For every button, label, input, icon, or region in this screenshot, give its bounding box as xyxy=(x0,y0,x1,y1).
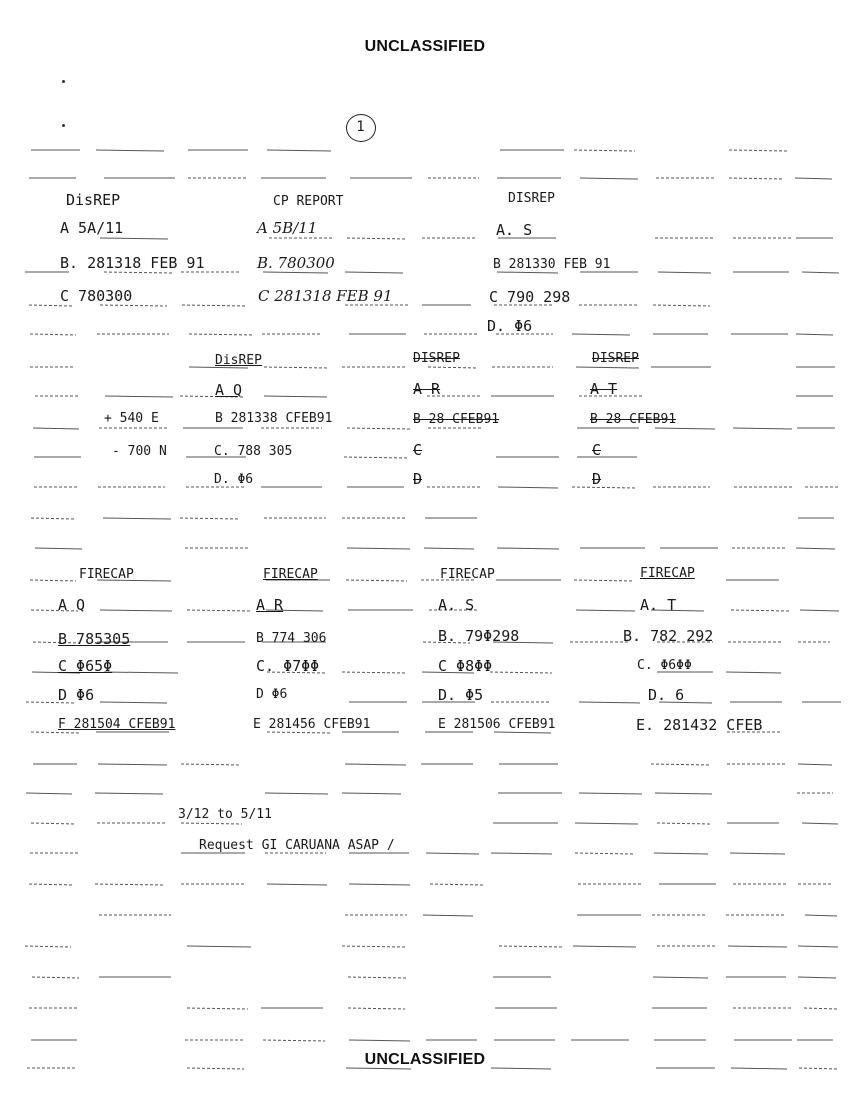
rule-line xyxy=(187,1008,248,1009)
request-note: Request GI CARUANA ASAP / xyxy=(199,838,395,853)
rule-line xyxy=(95,793,163,794)
rule-line xyxy=(347,428,410,429)
rule-line xyxy=(348,1008,405,1009)
rule-line xyxy=(342,946,406,947)
disrep-q-line-b: B 281338 CFEB91 xyxy=(215,411,333,426)
rule-line xyxy=(726,672,781,673)
firecap-1-title: FIRECAP xyxy=(79,567,134,582)
rule-line xyxy=(30,580,76,581)
firecap-2-line-a: A R xyxy=(256,596,284,614)
rule-line xyxy=(263,272,328,273)
rule-line xyxy=(731,1068,787,1069)
firecap-1-line-c: C Φ65Φ xyxy=(58,657,113,675)
firecap-2-line-c: C. Φ7ΦΦ xyxy=(256,657,320,675)
rule-line xyxy=(345,272,403,273)
struck-disrep-t-title: DISREP xyxy=(592,351,639,366)
rule-line xyxy=(795,178,832,179)
rule-line xyxy=(730,853,785,854)
rule-line xyxy=(575,823,638,824)
pen-mark xyxy=(62,124,65,127)
disrep-2-title: DISREP xyxy=(508,191,555,206)
rule-line xyxy=(267,150,331,151)
cp-report-title: CP REPORT xyxy=(273,194,344,209)
rule-line xyxy=(31,823,75,824)
rule-line xyxy=(104,272,173,273)
rule-line xyxy=(346,580,407,581)
rule-line xyxy=(265,793,328,794)
rule-line xyxy=(264,396,327,397)
classification-header: UNCLASSIFIED xyxy=(364,38,486,55)
offset-north: - 700 N xyxy=(112,444,167,459)
firecap-3-line-a: A. S xyxy=(438,596,475,614)
rule-line xyxy=(654,853,708,854)
rule-line xyxy=(29,305,72,306)
rule-line xyxy=(264,367,328,368)
struck-disrep-t-line-b: B 28 CFEB91 xyxy=(590,412,677,427)
firecap-3-title: FIRECAP xyxy=(440,567,495,582)
rule-line xyxy=(30,334,76,335)
struck-disrep-r-line-a: A R xyxy=(413,380,441,398)
rule-line xyxy=(95,884,164,885)
disrep-line-b: B. 281318 FEB 91 xyxy=(60,254,205,272)
pen-mark xyxy=(62,80,65,83)
rule-line xyxy=(187,1068,244,1069)
rule-line xyxy=(180,518,239,519)
struck-disrep-t-line-c: C xyxy=(592,441,602,459)
rule-line xyxy=(491,1068,551,1069)
rule-line xyxy=(25,946,71,947)
rule-line xyxy=(100,610,172,611)
rule-line xyxy=(342,793,401,794)
rule-line xyxy=(804,1008,838,1009)
firecap-4-line-e: E. 281432 CFEB xyxy=(636,716,763,734)
firecap-4-line-a: A. T xyxy=(640,596,677,614)
struck-disrep-t-line-d: D xyxy=(592,470,602,488)
rule-line xyxy=(346,1068,411,1069)
disrep-2-line-a: A. S xyxy=(496,221,533,239)
rule-line xyxy=(347,548,410,549)
rule-line xyxy=(349,884,410,885)
classification-footer: UNCLASSIFIED xyxy=(364,1051,486,1068)
rule-line xyxy=(344,457,408,458)
rule-line xyxy=(423,915,473,916)
struck-disrep-r-line-d: D xyxy=(413,470,423,488)
rule-line xyxy=(426,853,479,854)
disrep-2-line-b: B 281330 FEB 91 xyxy=(493,257,611,272)
rule-line xyxy=(733,428,792,429)
rule-line xyxy=(573,946,636,947)
rule-line xyxy=(653,305,710,306)
rule-line xyxy=(802,272,839,273)
disrep-title: DisREP xyxy=(66,191,121,209)
rule-line xyxy=(490,672,552,673)
rule-line xyxy=(104,672,178,673)
disrep-q-title: DisREP xyxy=(215,353,262,368)
firecap-3-line-e: E 281506 CFEB91 xyxy=(438,717,556,732)
rule-line xyxy=(100,702,167,703)
rule-line xyxy=(499,946,564,947)
rule-line xyxy=(798,946,838,947)
rule-line xyxy=(796,548,835,549)
firecap-2-line-b: B 774 306 xyxy=(256,631,327,646)
rule-line xyxy=(579,793,642,794)
page-number: 1 xyxy=(356,119,365,135)
rule-line xyxy=(651,764,710,765)
rule-line xyxy=(572,334,630,335)
disrep-q-line-c: C. 788 305 xyxy=(214,444,293,459)
struck-disrep-r-title: DISREP xyxy=(413,351,460,366)
rule-line xyxy=(98,764,167,765)
rule-line xyxy=(342,672,406,673)
rule-line xyxy=(798,977,836,978)
cp-report-line-b: B. 780300 xyxy=(257,254,335,272)
firecap-4-title: FIRECAP xyxy=(640,566,695,581)
disrep-q-line-a: A Q xyxy=(215,381,243,399)
date-range-note: 3/12 to 5/11 xyxy=(178,807,272,822)
rule-line xyxy=(574,580,634,581)
firecap-1-line-f: F 281504 CFEB91 xyxy=(58,717,176,732)
rule-line xyxy=(576,610,635,611)
rule-line xyxy=(498,487,558,488)
rule-line xyxy=(187,610,251,611)
firecap-3-line-b: B. 79Φ298 xyxy=(438,627,520,645)
rule-line xyxy=(653,977,708,978)
rule-line xyxy=(579,702,640,703)
rule-line xyxy=(580,178,638,179)
cp-report-line-a: A 5B/11 xyxy=(257,219,318,237)
rule-line xyxy=(347,238,407,239)
firecap-1-line-d: D Φ6 xyxy=(58,686,95,704)
rule-line xyxy=(424,548,474,549)
rule-line xyxy=(802,823,838,824)
rule-line xyxy=(575,853,634,854)
struck-disrep-r-line-c: C xyxy=(413,441,423,459)
rule-line xyxy=(33,428,79,429)
disrep-line-a: A 5A/11 xyxy=(60,219,124,237)
rule-line xyxy=(29,884,74,885)
firecap-4-line-d: D. 6 xyxy=(648,686,685,704)
disrep-line-c: C 780300 xyxy=(60,287,133,305)
firecap-2-line-d: D Φ6 xyxy=(256,687,288,702)
rule-line xyxy=(103,518,171,519)
rule-line xyxy=(800,610,839,611)
disrep-q-line-d: D. Φ6 xyxy=(214,472,254,487)
rule-line xyxy=(491,853,552,854)
firecap-2-title: FIRECAP xyxy=(263,567,318,582)
rule-line xyxy=(100,305,167,306)
rule-line xyxy=(189,334,254,335)
cp-report-line-c: C 281318 FEB 91 xyxy=(258,287,393,305)
page-number-circle xyxy=(346,114,376,142)
rule-line xyxy=(263,1040,325,1041)
firecap-3-line-d: D. Φ5 xyxy=(438,686,484,704)
rule-line xyxy=(105,396,173,397)
struck-disrep-t-line-a: A T xyxy=(590,380,618,398)
rule-line xyxy=(658,272,711,273)
rule-line xyxy=(657,823,710,824)
rule-line xyxy=(100,238,168,239)
rule-line xyxy=(96,150,164,151)
rule-line xyxy=(181,764,240,765)
rule-line xyxy=(187,946,251,947)
rule-line xyxy=(32,977,79,978)
rule-line xyxy=(267,884,327,885)
offset-east: + 540 E xyxy=(104,411,159,426)
rule-line xyxy=(796,334,833,335)
firecap-1-line-a: A Q xyxy=(58,596,86,614)
rule-line xyxy=(574,150,635,151)
rule-line xyxy=(799,1068,839,1069)
firecap-3-line-c: C Φ8ΦΦ xyxy=(438,657,493,675)
rule-line xyxy=(728,946,787,947)
firecap-1-line-b: B 785305 xyxy=(58,630,131,648)
rule-line xyxy=(572,487,636,488)
rule-line xyxy=(345,764,406,765)
firecap-4-line-b: B. 782 292 xyxy=(623,627,714,645)
rule-line xyxy=(26,793,72,794)
rule-line xyxy=(31,518,74,519)
rule-line xyxy=(805,915,837,916)
rule-line xyxy=(348,977,406,978)
rule-line xyxy=(729,178,784,179)
rule-line xyxy=(182,305,245,306)
rule-line xyxy=(729,150,787,151)
disrep-2-line-c: C 790 298 xyxy=(489,288,571,306)
rule-line xyxy=(35,548,82,549)
rule-line xyxy=(349,1040,410,1041)
disrep-2-line-d: D. Φ6 xyxy=(487,317,533,335)
rule-line xyxy=(430,884,483,885)
firecap-4-line-c: C. Φ6ΦΦ xyxy=(637,658,692,673)
firecap-2-line-e: E 281456 CFEB91 xyxy=(253,717,371,732)
struck-disrep-r-line-b: B 28 CFEB91 xyxy=(413,412,500,427)
rule-line xyxy=(798,764,832,765)
rule-line xyxy=(731,610,790,611)
rule-line xyxy=(655,793,712,794)
rule-line xyxy=(497,548,559,549)
